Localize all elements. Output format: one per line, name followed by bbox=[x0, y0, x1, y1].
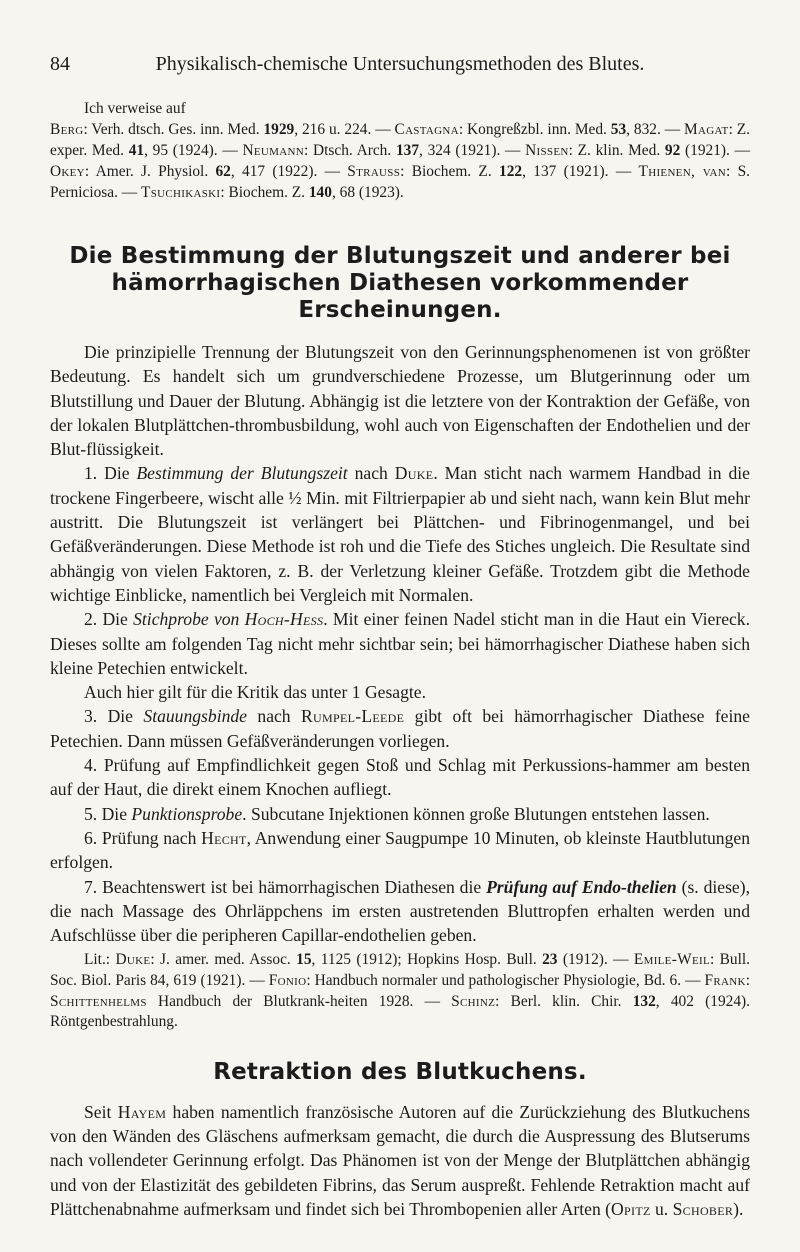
page-header bbox=[50, 52, 750, 76]
ref-text: : Berl. klin. Chir. bbox=[495, 992, 633, 1010]
ref-rest: , 832. — bbox=[626, 121, 685, 138]
paragraph-retraktion bbox=[50, 1100, 750, 1221]
ref-text: : Amer. J. Physiol. bbox=[84, 163, 216, 180]
paragraph-intro: Die prinzipielle Trennung der Blutungszeit von den Gerinnungsphenomenen ist von größter Bedeutung. Es handelt sich um grundverschiedene Prozesse, um Blutgerinnung oder um Blutstillung und Dauer der Blutung. Abhängig ist die letztere von der Kontraktion der Gefäße, von der lokalen Blutplättchen-thrombusbildung, wohl auch von Eigenschaften der Endothelien und der Blut-flüssigkeit. bbox=[50, 342, 750, 460]
ref-author: Thienen, van bbox=[638, 163, 727, 180]
ref-text: : Bull. Soc. Biol. Paris 84, 619 (1921). — bbox=[50, 951, 750, 990]
paragraph-item-2-cont: Auch hier gilt für die Kritik das unter 1 Gesagte. bbox=[84, 682, 427, 703]
ref-rest: , 1125 (1912); Hopkins Hosp. Bull. bbox=[311, 951, 543, 969]
ref-rest: Handbuch der Blutkrank-heiten 1928. — bbox=[146, 992, 452, 1010]
ref-text: : Verh. dtsch. Ges. inn. Med. bbox=[83, 121, 264, 138]
page-number: 84 bbox=[50, 53, 70, 75]
ref-rest: , 216 u. 224. — bbox=[294, 121, 395, 138]
item-text: haben namentlich französische Autoren auf die Zurückziehung des Blutkuchens von den Wänden des Gläschens aufmerksam gemacht, die durch die Auspressung des Blutserums nach vollendeter Gerinnung erfolgt. Das Phänomen ist von der Menge der Blutplättchen abhängig und von der Elastizität des gebildeten Fibrins, das Serum auspreßt. Fehlende Retraktion macht auf Plättchenabnahme aufmerksam und findet sich bei Thrombopenien aller Arten ( bbox=[50, 1101, 750, 1219]
ref-author: Magat bbox=[684, 121, 729, 138]
ref-author: Strauss bbox=[347, 163, 401, 180]
ref-author: Tsuchikaski bbox=[141, 184, 221, 201]
author-name: Rumpel-Leede bbox=[301, 706, 405, 727]
ref-rest: (1912). — bbox=[557, 951, 634, 969]
item-text: 6. Prüfung nach bbox=[84, 827, 202, 848]
item-text: . Subcutane Injektionen können große Blutungen entstehen lassen. bbox=[242, 803, 710, 824]
item-text: . Mit einer feinen Nadel sticht man in die Haut ein Viereck. Dieses sollte am folgenden Tag nicht mehr sichtbar sein; bei hämorrhagischer Diathese haben sich kleine Petechien entwickelt. bbox=[50, 609, 751, 678]
author-name: Schober bbox=[672, 1198, 734, 1219]
item-text: , Anwendung einer Saugpumpe 10 Minuten, ob kleinste Hautblutungen erfolgen. bbox=[50, 827, 750, 873]
paragraph-item-5 bbox=[50, 802, 750, 826]
running-title: Physikalisch-chemische Untersuchungsmethoden des Blutes. bbox=[155, 53, 645, 75]
ref-rest: , 137 (1921). — bbox=[522, 163, 639, 180]
ref-text: : Biochem. Z. bbox=[400, 163, 499, 180]
paragraph-item-7 bbox=[50, 875, 750, 948]
ref-author: Emile-Weil bbox=[633, 951, 710, 969]
ref-rest: , 324 (1921). — bbox=[419, 142, 526, 159]
ref-volume: 132 bbox=[632, 992, 656, 1010]
ref-volume: 23 bbox=[542, 951, 558, 969]
author-name: Opitz bbox=[611, 1198, 651, 1219]
item-number: 3. Die bbox=[84, 706, 144, 727]
book-page bbox=[50, 52, 750, 1221]
ref-author: Schittenhelms bbox=[50, 992, 147, 1010]
item-text: nach bbox=[347, 463, 395, 484]
ref-text: : Dtsch. Arch. bbox=[303, 142, 396, 159]
ref-text: : Biochem. Z. bbox=[220, 184, 309, 201]
ref-text: : Z. exper. Med. bbox=[50, 121, 750, 159]
ref-author: Nissen bbox=[525, 142, 569, 159]
item-text: (s. diese), die nach Massage des Ohrläppchens im ersten austretenden Bluttropfen erhalten werden und Aufschlüsse über die peripheren Capillar-endothelien geben. bbox=[50, 876, 750, 946]
ref-volume: 62 bbox=[215, 163, 231, 180]
section-heading-blutungszeit: Die Bestimmung der Blutungszeit und anderer bei hämorrhagischen Diathesen vorkommender Erscheinungen. bbox=[69, 243, 731, 323]
item-text: ). bbox=[733, 1198, 744, 1219]
ref-text: : bbox=[745, 972, 750, 990]
item-term: Prüfung auf Endo-thelien bbox=[486, 876, 677, 897]
literature-list bbox=[50, 950, 750, 1032]
ref-author: Duke bbox=[115, 951, 151, 969]
refs-intro: Ich verweise auf bbox=[84, 100, 186, 117]
ref-author: Schinz bbox=[451, 992, 496, 1010]
ref-text: : J. amer. med. Assoc. bbox=[150, 951, 297, 969]
section-heading-retraktion: Retraktion des Blutkuchens. bbox=[213, 1058, 587, 1085]
item-number: 5. Die bbox=[84, 803, 132, 824]
item-text: u. bbox=[650, 1198, 673, 1219]
ref-author: Berg bbox=[50, 121, 84, 138]
ref-volume: 1929 bbox=[263, 121, 295, 138]
item-text: Seit bbox=[84, 1101, 118, 1122]
author-name: Duke bbox=[394, 463, 434, 484]
ref-volume: 92 bbox=[664, 142, 681, 159]
ref-rest: , 417 (1922). — bbox=[230, 163, 348, 180]
ref-author: Okey bbox=[50, 163, 85, 180]
ref-rest: , 68 (1923). bbox=[331, 184, 404, 201]
author-name: Hoch-Hess bbox=[244, 609, 324, 630]
ref-author: Fonio bbox=[268, 972, 307, 990]
ref-author: Frank bbox=[704, 972, 746, 990]
author-name: Hayem bbox=[117, 1101, 167, 1122]
paragraph-item-2 bbox=[50, 607, 750, 680]
ref-rest: , 95 (1924). — bbox=[144, 142, 243, 159]
ref-text: : Handbuch normaler und pathologischer Physiologie, Bd. 6. — bbox=[306, 972, 705, 990]
reference-list bbox=[50, 98, 750, 203]
item-text: 7. Beachtenswert ist bei hämorrhagischen Diathesen die bbox=[84, 876, 487, 897]
paragraph-item-1 bbox=[50, 461, 750, 607]
item-number: 1. Die bbox=[84, 463, 137, 484]
ref-rest: , 402 (1924). Röntgenbestrahlung. bbox=[50, 992, 750, 1031]
ref-volume: 53 bbox=[610, 121, 627, 138]
item-text: nach bbox=[247, 706, 301, 727]
ref-volume: 140 bbox=[308, 184, 332, 201]
ref-text: : S. Perniciosa. — bbox=[50, 163, 751, 201]
ref-volume: 41 bbox=[128, 142, 145, 159]
item-text: gibt oft bei hämorrhagischer Diathese feine Petechien. Dann müssen Gefäßveränderungen vorliegen. bbox=[50, 706, 750, 751]
literature-label: Lit.: bbox=[84, 951, 116, 969]
ref-author: Castagna bbox=[394, 121, 459, 138]
item-text: . Man sticht nach warmem Handbad in die trockene Fingerbeere, wischt alle ½ Min. mit Filtrierpapier ab und sieht nach, wann kein Blut mehr austritt. Die Blutungszeit ist verlängert bei Plättchen- und Fibrinogenmangel, und bei Gefäßveränderungen. Diese Methode ist roh und die Tiefe des Stiches ungleich. Die Resultate sind abhängig von vielen Faktoren, z. B. der Verletzung kleiner Gefäße. Trotzdem gibt die Methode wichtige Einblicke, namentlich bei Vergleich mit Normalen. bbox=[50, 463, 750, 605]
item-number: 2. Die bbox=[84, 609, 134, 630]
ref-text: : Kongreßzbl. inn. Med. bbox=[458, 121, 611, 138]
paragraph-item-4: 4. Prüfung auf Empfindlichkeit gegen Stoß und Schlag mit Perkussions-hammer am besten auf der Haut, die direkt einem Knochen aufliegt. bbox=[50, 755, 750, 800]
item-term: Punktionsprobe bbox=[131, 803, 243, 824]
item-term: Stauungsbinde bbox=[143, 706, 247, 727]
ref-text: : Z. klin. Med. bbox=[568, 142, 665, 159]
ref-volume: 15 bbox=[296, 951, 312, 969]
item-term: Bestimmung der Blutungszeit bbox=[136, 463, 348, 484]
paragraph-item-3 bbox=[50, 704, 750, 753]
ref-volume: 122 bbox=[499, 163, 523, 180]
ref-volume: 137 bbox=[395, 142, 420, 159]
item-term: Stichprobe von bbox=[133, 609, 245, 630]
ref-rest: (1921). — bbox=[680, 142, 750, 159]
paragraph-item-6 bbox=[50, 826, 750, 875]
author-name: Hecht bbox=[201, 827, 247, 848]
ref-author: Neumann bbox=[242, 142, 304, 159]
